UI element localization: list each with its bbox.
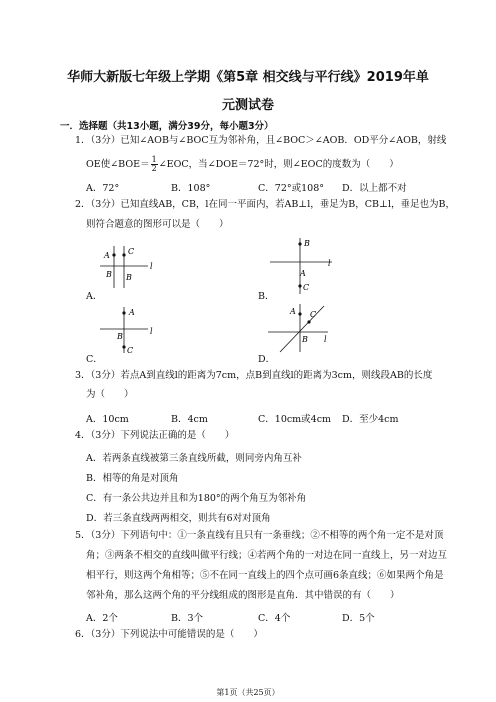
q5-option-c: C．4个 <box>258 613 291 624</box>
q3-line2: 为（ ） <box>86 389 134 400</box>
q3-option-d: D．至少4cm <box>342 414 399 425</box>
q5-line3: 相平行，则这两个角相等；⑤不在同一直线上的四个点可画6条直线；⑥如果两个角是 <box>86 570 444 581</box>
q4-option-a: A．若两条直线被第三条直线所截，则同旁内角互补 <box>86 453 302 464</box>
q1-line2: OE使∠BOE＝ $\frac{1}{2}$ ∠EOC，当∠DOE＝72°时，则∠EOC的度数为（ ） <box>86 155 399 173</box>
diagram-b <box>270 236 340 296</box>
q3-option-a: A．10cm <box>86 414 129 425</box>
q3-option-c: C．10cm或4cm <box>258 414 332 425</box>
diagram-d <box>268 300 338 358</box>
q4-option-d: D．若三条直线两两相交，则共有6对对顶角 <box>86 513 271 524</box>
label-l: l <box>150 327 153 336</box>
q5-line2: 角；③两条不相交的直线叫做平行线；④若两个角的一对边在同一直线上，另一对边互 <box>86 550 448 561</box>
page-footer: 第1页（共25页） <box>216 688 280 697</box>
q3-option-b: B．4cm <box>171 414 208 425</box>
q1-line1: 1．（3分）已知∠AOB与∠BOC互为邻补角，且∠BOC＞∠AOB．OD平分∠AOB，射线 <box>75 135 447 146</box>
label-c: C <box>128 247 135 256</box>
q5-line1: 5．（3分）下列语句中：①一条直线有且只有一条垂线；②不相等的两个角一定不是对顶 <box>75 530 444 541</box>
label-b2: B <box>126 273 132 282</box>
label-c: C <box>310 310 317 319</box>
q2-option-c: C． <box>86 354 103 365</box>
q4-option-c: C．有一条公共边并且和为180°的两个角互为邻补角 <box>86 493 307 504</box>
q5-option-d: D．5个 <box>342 613 375 624</box>
q6-line1: 6．（3分）下列说法中可能错误的是（ ） <box>75 629 263 640</box>
title-line-2: 元测试卷 <box>221 98 274 113</box>
q4-option-b: B．相等的角是对顶角 <box>86 473 179 484</box>
diagram-a <box>100 238 160 298</box>
q1-option-a: A．72° <box>86 183 120 194</box>
label-a: A <box>290 307 296 316</box>
label-l: l <box>328 259 331 268</box>
q1-option-b: B．108° <box>171 183 211 194</box>
label-a: A <box>104 251 110 260</box>
q5-option-b: B．3个 <box>171 613 204 624</box>
q2-line1: 2．（3分）已知直线AB，CB，l在同一平面内，若AB⊥l，垂足为B，CB⊥l，垂足也为B， <box>75 199 455 210</box>
label-b: B <box>302 335 308 344</box>
fraction: $\frac{1}{2}$ <box>151 155 157 173</box>
label-b1: B <box>106 270 112 279</box>
label-a: A <box>129 308 135 317</box>
label-b: B <box>117 332 123 341</box>
label-l: l <box>150 262 153 271</box>
label-c: C <box>127 346 134 355</box>
label-a: A <box>300 269 306 278</box>
q4-line1: 4．（3分）下列说法正确的是（ ） <box>75 430 235 441</box>
label-l: l <box>324 335 327 344</box>
q2-line2: 则符合题意的图形可以是（ ） <box>86 219 229 230</box>
q1-option-c: C．72°或108° <box>258 183 324 194</box>
q2-option-b: B． <box>258 291 275 302</box>
title-line-1: 华师大新版七年级上学期《第5章 相交线与平行线》2019年单 <box>67 70 429 85</box>
q5-line4: 邻补角，那么这两个角的平分线组成的图形是直角．其中错误的有（ ） <box>86 590 400 601</box>
q3-line1: 3．（3分）若点A到直线l的距离为7cm，点B到直线l的距离为3cm，则线段AB的长度 <box>75 370 433 381</box>
label-c: C <box>303 283 310 292</box>
q2-option-a: A． <box>86 291 103 302</box>
label-b: B <box>304 239 310 248</box>
q2-option-d: D． <box>258 354 276 365</box>
q5-option-a: A．2个 <box>86 613 118 624</box>
q1-option-d: D．以上都不对 <box>342 183 407 194</box>
diagram-c <box>100 303 160 358</box>
section-heading: 一．选择题（共13小题，满分39分，每小题3分） <box>60 121 274 132</box>
